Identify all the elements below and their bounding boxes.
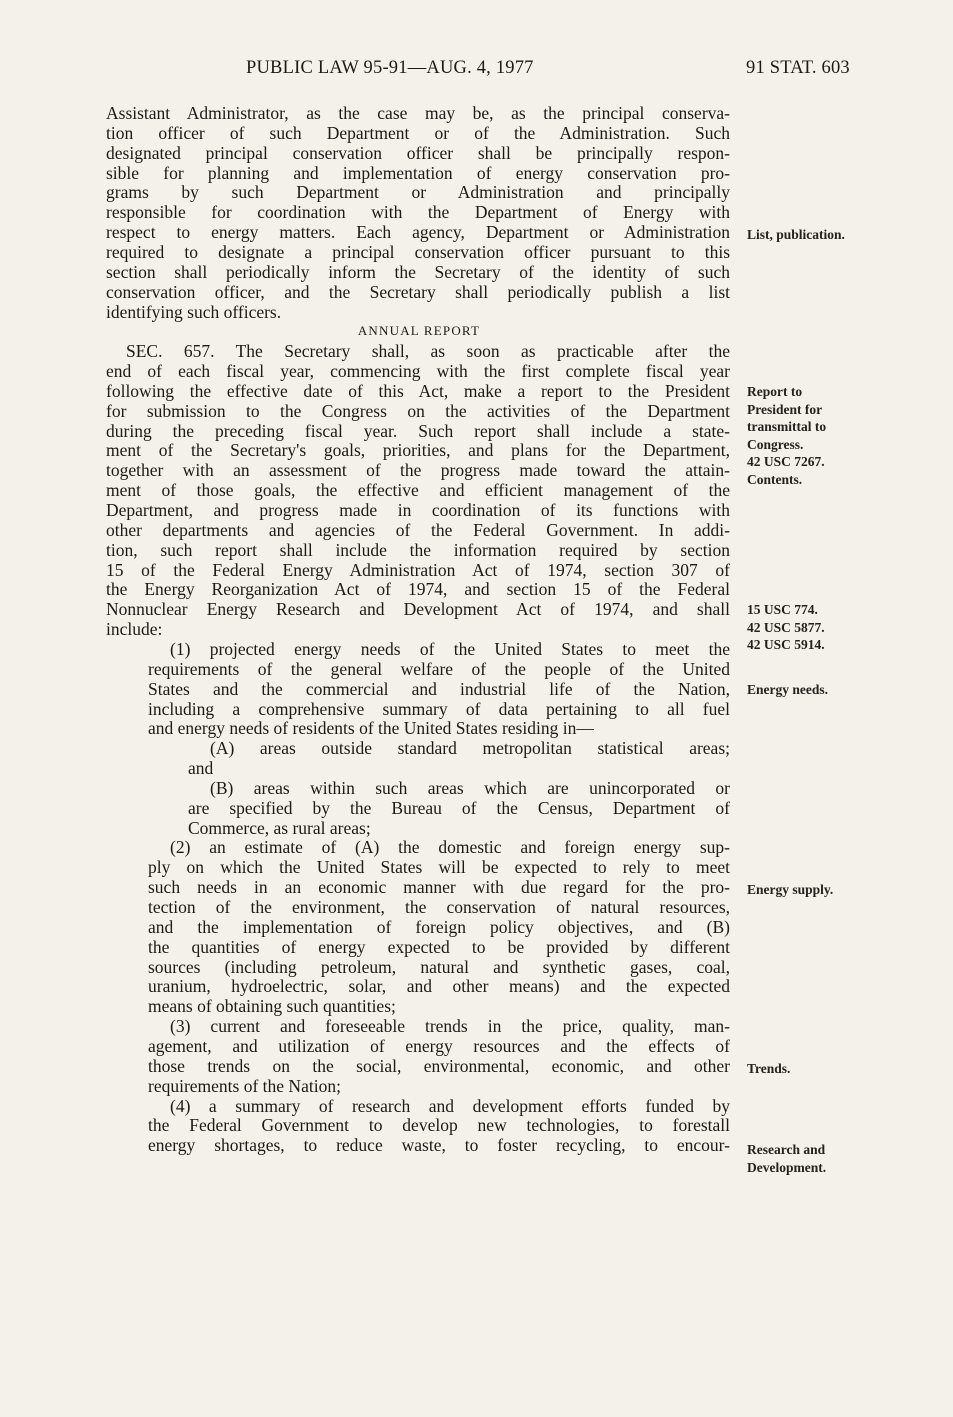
- text-line: responsible for coordination with the Department of Energy with: [106, 202, 730, 223]
- margin-note: [747, 1060, 790, 1078]
- margin-note-line: Report to: [747, 384, 803, 399]
- margin-note: [747, 881, 833, 899]
- text-line: include:: [106, 619, 163, 640]
- text-line: and: [188, 758, 214, 779]
- margin-note-line: President for: [747, 401, 823, 417]
- text-line: together with an assessment of the progress made toward the attain-: [106, 460, 730, 481]
- text-line: the quantities of energy expected to be provided by different: [148, 936, 730, 957]
- text-line: 15 of the Federal Energy Administration Act of 1974, section 307 of: [106, 559, 730, 580]
- text-line: and energy needs of residents of the United States residing in—: [148, 718, 594, 739]
- text-line: Commerce, as rural areas;: [188, 817, 371, 838]
- text-line: sible for planning and implementation of energy conservation pro-: [106, 162, 730, 183]
- text-line: ply on which the United States will be expected to rely to meet: [148, 857, 730, 878]
- section-heading: ANNUAL REPORT: [357, 323, 481, 339]
- statute-page-number: 91 STAT. 603: [746, 58, 850, 78]
- margin-note-line: 42 USC 5914.: [747, 637, 825, 652]
- text-line: the Energy Reorganization Act of 1974, and section 15 of the Federal: [106, 579, 730, 600]
- text-line: (4) a summary of research and development efforts funded by: [170, 1095, 730, 1116]
- text-line: grams by such Department or Administration and principally: [106, 182, 730, 203]
- margin-note-line: Contents.: [747, 471, 803, 487]
- text-line: requirements of the general welfare of the people of the United: [148, 658, 730, 679]
- margin-note: [747, 1141, 826, 1176]
- text-line: means of obtaining such quantities;: [148, 996, 396, 1017]
- text-line: energy shortages, to reduce waste, to foster recycling, to encour-: [148, 1135, 730, 1156]
- text-line: other departments and agencies of the Federal Government. In addi-: [106, 519, 730, 540]
- margin-note: [747, 383, 826, 488]
- margin-note-line: transmittal to: [747, 419, 827, 434]
- text-line: States and the commercial and industrial life of the Nation,: [148, 678, 730, 699]
- margin-note-line: Energy supply.: [747, 882, 834, 897]
- text-line: SEC. 657. The Secretary shall, as soon as practicable after the: [126, 341, 730, 362]
- text-line: following the effective date of this Act, make a report to the President: [106, 380, 730, 401]
- text-line: sources (including petroleum, natural and synthetic gases, coal,: [148, 956, 730, 977]
- text-line: Assistant Administrator, as the case may be, as the principal conserva-: [106, 103, 730, 123]
- text-line: required to designate a principal conservation officer pursuant to this: [106, 241, 730, 262]
- text-line: tion officer of such Department or of the Administration. Such: [106, 122, 730, 143]
- text-line: (1) projected energy needs of the United States to meet the: [170, 638, 730, 659]
- margin-note-line: Energy needs.: [747, 682, 828, 697]
- text-line: designated principal conservation officer shall be principally respon-: [106, 142, 730, 163]
- margin-note-line: Research and: [747, 1142, 826, 1157]
- margin-note-line: 42 USC 5877.: [747, 619, 825, 635]
- margin-note: [747, 226, 845, 244]
- text-line: conservation officer, and the Secretary shall periodically publish a list: [106, 281, 730, 302]
- text-line: tection of the environment, the conservation of natural resources,: [148, 897, 730, 917]
- text-line: Nonnuclear Energy Research and Development Act of 1974, and shall: [106, 599, 730, 620]
- text-line: are specified by the Bureau of the Census, Department of: [188, 797, 730, 818]
- text-line: (3) current and foreseeable trends in the price, quality, man-: [170, 1016, 730, 1037]
- margin-note: [747, 601, 825, 654]
- margin-note-line: Congress.: [747, 436, 804, 452]
- text-line: for submission to the Congress on the activities of the Department: [106, 400, 730, 421]
- text-line: uranium, hydroelectric, solar, and other means) and the expected: [148, 976, 730, 997]
- text-line: (B) areas within such areas which are unincorporated or: [210, 777, 730, 798]
- text-line: respect to energy matters. Each agency, Department or Administration: [106, 222, 730, 243]
- text-line: those trends on the social, environmental, economic, and other: [148, 1055, 730, 1076]
- margin-note-line: Development.: [747, 1159, 827, 1175]
- text-line: the Federal Government to develop new technologies, to forestall: [148, 1115, 730, 1136]
- margin-note-line: Trends.: [747, 1061, 791, 1076]
- text-line: and the implementation of foreign policy objectives, and (B): [148, 916, 730, 937]
- text-line: identifying such officers.: [106, 301, 282, 322]
- text-line: including a comprehensive summary of data pertaining to all fuel: [148, 698, 730, 719]
- text-line: such needs in an economic manner with due regard for the pro-: [148, 877, 730, 898]
- margin-note-line: 42 USC 7267.: [747, 454, 825, 469]
- text-line: ment of the Secretary's goals, priorities, and plans for the Department,: [106, 440, 730, 461]
- text-line: agement, and utilization of energy resources and the effects of: [148, 1035, 730, 1056]
- text-line: during the preceding fiscal year. Such report shall include a state-: [106, 420, 730, 441]
- margin-note-line: 15 USC 774.: [747, 602, 818, 617]
- running-header-title: PUBLIC LAW 95-91—AUG. 4, 1977: [246, 58, 534, 78]
- text-line: (A) areas outside standard metropolitan statistical areas;: [210, 738, 730, 759]
- text-line: (2) an estimate of (A) the domestic and foreign energy sup-: [170, 837, 730, 858]
- text-line: section shall periodically inform the Secretary of the identity of such: [106, 261, 730, 282]
- margin-note: [747, 681, 828, 699]
- text-line: Department, and progress made in coordination of its functions with: [106, 500, 730, 520]
- text-line: requirements of the Nation;: [148, 1075, 341, 1096]
- text-line: tion, such report shall include the information required by section: [106, 539, 730, 560]
- margin-note-line: List, publication.: [747, 227, 845, 242]
- text-line: end of each fiscal year, commencing with the first complete fiscal year: [106, 361, 730, 382]
- text-line: ment of those goals, the effective and efficient management of the: [106, 480, 730, 501]
